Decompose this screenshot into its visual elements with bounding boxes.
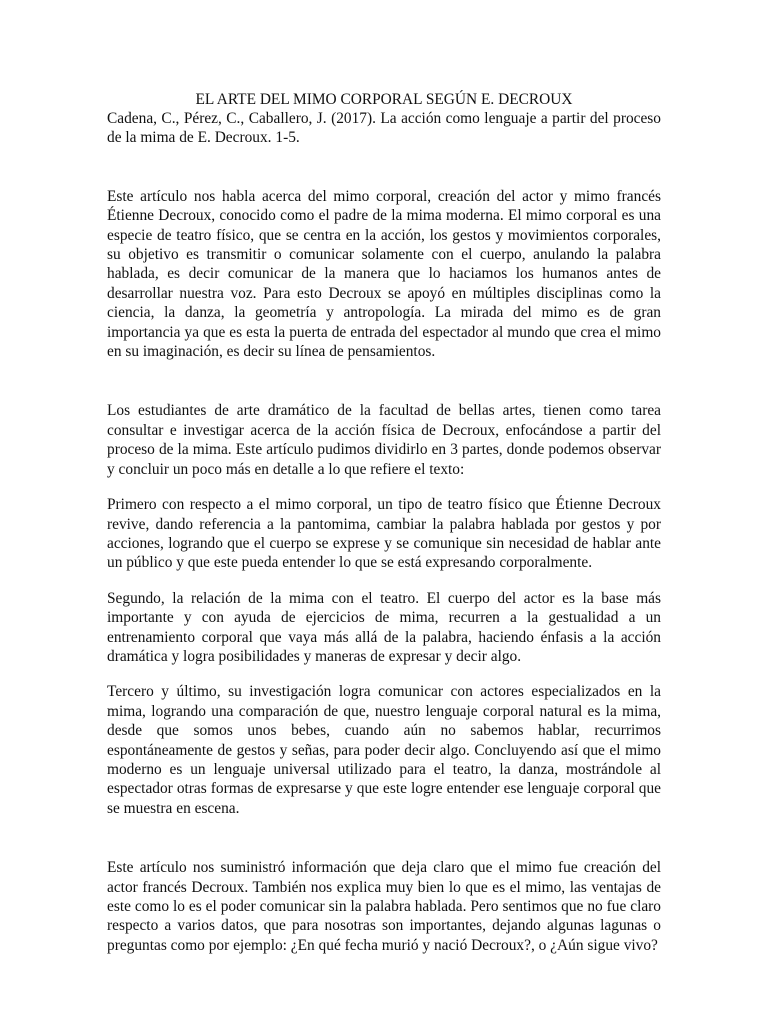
document-title: EL ARTE DEL MIMO CORPORAL SEGÚN E. DECROUX [195, 91, 573, 108]
paragraph-conclusion: Este artículo nos suministró información que deja claro que el mimo fue creación del actor francés Decroux. También nos explica muy bien lo que es el mimo, las ventajas de este como lo es el poder comunicar sin la palabra hablada. Pero sentimos que no fue claro respecto a varios datos, que para nosotras son importantes, dejando algunas lagunas o preguntas como por ejemplo: ¿En qué fecha murió y nació Decroux?, o ¿Aún sigue vivo? [107, 859, 661, 954]
document-body [107, 90, 661, 955]
paragraph-intro: Los estudiantes de arte dramático de la facultad de bellas artes, tienen como tarea consultar e investigar acerca de la acción física de Decroux, enfocándose a partir del proceso de la mima. Este artículo pudimos dividirlo en 3 partes, donde podemos observar y concluir un poco más en detalle a lo que refiere el texto: [107, 402, 661, 478]
paragraph-second-part: Segundo, la relación de la mima con el teatro. El cuerpo del actor es la base más importante y con ayuda de ejercicios de mima, recurren a la gestualidad a un entrenamiento corporal que vaya más allá de la palabra, haciendo énfasis a la acción dramática y logra posibilidades y maneras de expresar y decir algo. [107, 589, 661, 665]
paragraph-summary: Este artículo nos habla acerca del mimo corporal, creación del actor y mimo francés Étienne Decroux, conocido como el padre de la mima moderna. El mimo corporal es una especie de teatro físico, que se centra en la acción, los gestos y movimientos corporales, su objetivo es transmitir o comunicar solamente con el cuerpo, anulando la palabra hablada, es decir comunicar de la manera que lo haciamos los humanos antes de desarrollar nuestra voz. Para esto Decroux se apoyó en múltiples disciplinas como la ciencia, la danza, la geometría y antropología. La mirada del mimo es de gran importancia ya que es esta la puerta de entrada del espectador al mundo que crea el mimo en su imaginación, es decir su línea de pensamientos. [107, 187, 661, 361]
paragraph-third-part: Tercero y último, su investigación logra comunicar con actores especializados en la mima, logrando una comparación de que, nuestro lenguaje corporal natural es la mima, desde que somos unos bebes, cuando aún no sabemos hablar, recurrimos espontáneamente de gestos y señas, para poder decir algo. Concluyendo así que el mimo moderno es un lenguaje universal utilizado para el teatro, la danza, mostrándole al espectador otras formas de expresarse y que este logre entender ese lenguaje corporal que se muestra en escena. [107, 683, 661, 817]
paragraph-first-part: Primero con respecto a el mimo corporal, un tipo de teatro físico que Étienne Decroux revive, dando referencia a la pantomima, cambiar la palabra hablada por gestos y por acciones, logrando que el cuerpo se exprese y se comunique sin necesidad de hablar ante un público y que este pueda entender lo que se está expresando corporalmente. [107, 496, 661, 572]
citation: Cadena, C., Pérez, C., Caballero, J. (2017). La acción como lenguaje a partir del proceso de la mima de E. Decroux. 1-5. [107, 110, 661, 147]
